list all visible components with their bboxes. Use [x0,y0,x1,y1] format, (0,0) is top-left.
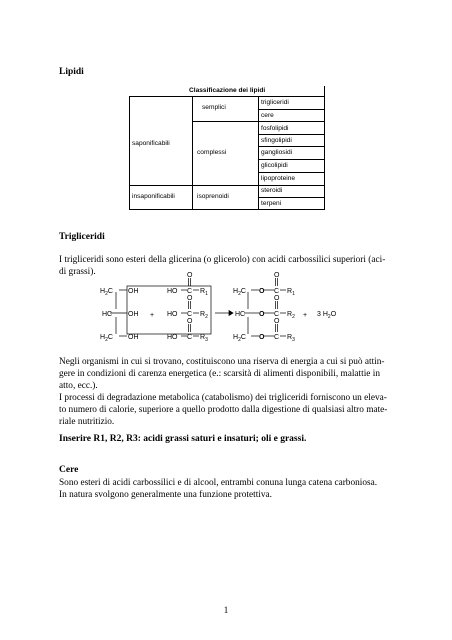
para2-line-3: riale nutritizio. [59,417,115,427]
table-item: glicolipidi [261,162,288,169]
plus-sign: + [303,312,308,319]
r2-label: $R_2$ [287,311,295,320]
cell-insaponificabili: insaponificabili [132,193,175,200]
cell-semplici: semplici [202,104,226,111]
plus-sign: + [150,312,155,319]
o-label: O [187,295,193,302]
oh-label: OH [128,288,139,295]
para1-line-1: Negli organismi in cui si trovano, costituiscono una riserva di energia a cui si può attin- [59,357,385,367]
oh-label: OH [128,311,139,318]
h2c-label: $H_2C$ [233,288,246,297]
o-label: O [187,318,193,325]
heading-cere: Cere [59,465,79,475]
cell-complessi: complessi [197,149,227,156]
table-item: cere [261,112,274,119]
o-label: O [187,272,193,279]
hc-label: HC [235,311,246,318]
classification-table [129,86,325,210]
c-label: C [274,288,280,295]
cell-isoprenoidi: isoprenoidi [197,193,229,200]
page-number: 1 [223,605,229,615]
c-label: C [274,311,280,318]
table-item: terpeni [261,200,282,207]
o-label: O [259,288,265,295]
r3-label: $R_3$ [287,334,295,343]
o-label: O [274,318,280,325]
ho-label: HO [167,311,178,318]
para1-line-2: gere in condizioni di carenza energetica (e.: scarsità di alimenti disponibili, malattie in [59,369,380,379]
cere-line-2: In natura svolgono generalmente una funzione protettiva. [59,490,272,500]
cere-line-1: Sono esteri di acidi carbossilici e di alcool, entrambi conuna lunga catena carboniosa. [59,478,378,488]
c-label: C [187,311,193,318]
table-item: sfingolipidi [261,137,292,144]
r2-label: $R_2$ [200,311,208,320]
intro-line-2: di grassi). [59,267,96,277]
heading-lipidi: Lipidi [59,67,84,77]
r3-label: $R_3$ [200,334,208,343]
o-label: O [274,272,280,279]
intro-line-1: I trigliceridi sono esteri della glicerina (o glicerolo) con acidi carbossilici superiori (aci- [59,255,386,265]
triglyceride-formation-scheme [96,270,366,344]
h2c-label: $H_2C$ [233,334,246,343]
heading-trigliceridi: Trigliceridi [59,232,105,242]
h2c-label: $H_2C$ [100,288,113,297]
para1-line-3: atto, ecc.). [59,381,98,391]
para2-line-2: to numero di calorie, superiore a quello prodotto dalla digestione di qualsiasi altro mate- [59,405,388,415]
c-label: C [187,334,193,341]
hc-label: HC [102,311,113,318]
o-label: O [259,334,265,341]
table-item: trigliceridi [261,99,289,106]
table-item: lipoproteine [261,175,296,182]
h2c-label: $H_2C$ [100,334,113,343]
o-label: O [259,311,265,318]
instruction-heading: Inserire R1, R2, R3: acidi grassi saturi e insaturi; oli e grassi. [59,434,307,444]
table-item: gangliosidi [261,149,293,156]
ho-label: HO [167,288,178,295]
o-label: O [274,295,280,302]
table-title: Classificazione dei lipidi [189,87,266,94]
r1-label: $R_1$ [287,288,295,297]
c-label: C [274,334,280,341]
oh-label: OH [128,334,139,341]
r1-label: $R_1$ [200,288,208,297]
table-item: fosfolipidi [261,125,289,132]
table-item: steroidi [261,187,283,194]
water-label: 3 $H_2O$ [317,311,337,320]
ho-label: HO [167,334,178,341]
c-label: C [187,288,193,295]
para2-line-1: I processi di degradazione metabolica (catabolismo) dei trigliceridi forniscono un eleva- [59,393,387,403]
cell-saponificabili: saponificabili [132,140,170,147]
